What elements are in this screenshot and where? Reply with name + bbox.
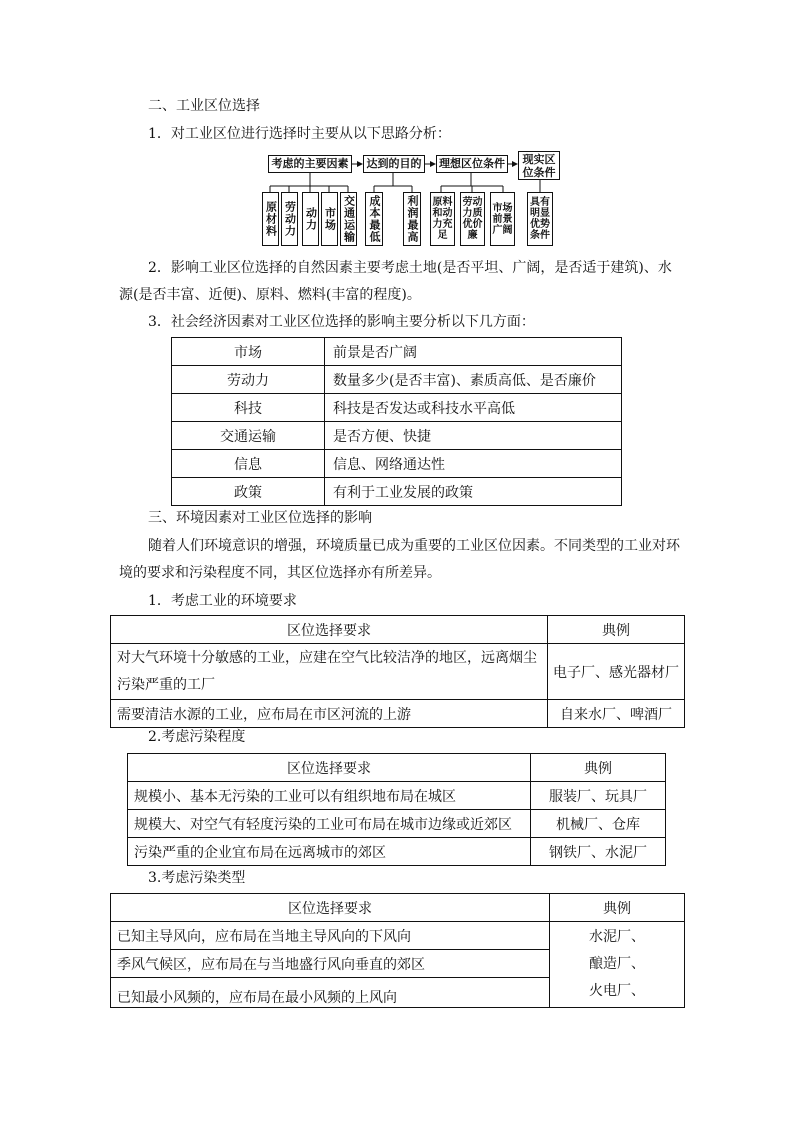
diagram-connectors — [0, 0, 794, 260]
sub-1-title: 1．考虑工业的环境要求 — [148, 593, 297, 609]
box-main-factors: 考虑的主要因素 — [268, 155, 352, 173]
item-2-line-2: 源(是否丰富、近便)、原料、燃料(丰富的程度)。 — [119, 287, 421, 303]
table-row: 科技 科技是否发达或科技水平高低 — [172, 394, 622, 422]
factor-labor: 劳动力 — [281, 192, 298, 246]
item-2-line-1: 2．影响工业区位选择的自然因素主要考虑土地(是否平坦、广阔，是否适于建筑)、水 — [148, 260, 672, 276]
examples-cell: 水泥厂、 酿造厂、 火电厂、 — [550, 922, 685, 1008]
sub-3-title: 3.考虑污染类型 — [148, 870, 246, 886]
intro-line-2: 境的要求和污染程度不同，其区位选择亦有所差异。 — [119, 565, 441, 581]
social-economic-factors-table — [171, 337, 622, 506]
factor-power: 动力 — [302, 192, 319, 246]
item-1-text: 1．对工业区位进行选择时主要从以下思路分析： — [148, 126, 451, 142]
table-row: 污染严重的企业宜布局在远离城市的郊区 钢铁厂、水泥厂 — [128, 838, 666, 866]
pollution-type-table — [110, 893, 685, 1008]
ideal-labor: 劳动力质优价廉 — [460, 192, 485, 246]
item-3-text: 3．社会经济因素对工业区位选择的影响主要分析以下几方面： — [148, 314, 535, 330]
ideal-raw-power: 原料和动力充足 — [430, 192, 455, 246]
table-row: 交通运输 是否方便、快捷 — [172, 422, 622, 450]
section-heading-environment: 三、环境因素对工业区位选择的影响 — [148, 510, 372, 526]
section-heading-industrial-location: 二、工业区位选择 — [148, 98, 260, 114]
goal-highest-profit: 利润最高 — [403, 192, 421, 246]
pollution-degree-table — [127, 753, 666, 866]
table-row: 规模小、基本无污染的工业可以有组织地布局在城区 服装厂、玩具厂 — [128, 782, 666, 810]
ideal-market: 市场前景广阔 — [490, 192, 515, 246]
environment-requirements-table — [110, 615, 685, 728]
box-real-conditions: 现实区位条件 — [518, 151, 560, 180]
table-row: 已知最小风频的，应布局在最小风频的上风向 — [111, 978, 685, 1008]
table-row: 信息 信息、网络通达性 — [172, 450, 622, 478]
sub-2-title: 2.考虑污染程度 — [148, 729, 246, 745]
box-goal: 达到的目的 — [363, 155, 425, 173]
table-header-row: 区位选择要求 典例 — [111, 616, 685, 644]
table-row: 市场 前景是否广阔 — [172, 338, 622, 366]
table-row: 对大气环境十分敏感的工业，应建在空气比较洁净的地区，远离烟尘 污染严重的工厂 电子厂、感光器材厂 — [111, 644, 685, 700]
table-header-row: 区位选择要求 典例 — [111, 894, 685, 922]
table-header-row: 区位选择要求 典例 — [128, 754, 666, 782]
intro-line-1: 随着人们环境意识的增强，环境质量已成为重要的工业区位因素。不同类型的工业对环 — [148, 538, 680, 554]
factor-raw-materials: 原材料 — [262, 192, 279, 246]
factor-transport: 交通运输 — [340, 192, 357, 246]
table-row: 政策 有利于工业发展的政策 — [172, 478, 622, 506]
factor-market: 市场 — [321, 192, 338, 246]
box-ideal-conditions: 理想区位条件 — [436, 155, 508, 173]
goal-lowest-cost: 成本最低 — [365, 192, 383, 246]
table-row: 需要清洁水源的工业，应布局在市区河流的上游 自来水厂、啤酒厂 — [111, 700, 685, 728]
table-row: 季风气候区，应布局在与当地盛行风向垂直的郊区 — [111, 950, 685, 978]
table-row: 规模大、对空气有轻度污染的工业可布局在城市边缘或近郊区 机械厂、仓库 — [128, 810, 666, 838]
table-row: 劳动力 数量多少(是否丰富)、素质高低、是否廉价 — [172, 366, 622, 394]
location-flow-diagram — [0, 0, 794, 260]
table-row: 已知主导风向，应布局在当地主导风向的下风向 水泥厂、 酿造厂、 火电厂、 — [111, 922, 685, 950]
real-advantages: 具有明显优势条件 — [527, 192, 553, 246]
